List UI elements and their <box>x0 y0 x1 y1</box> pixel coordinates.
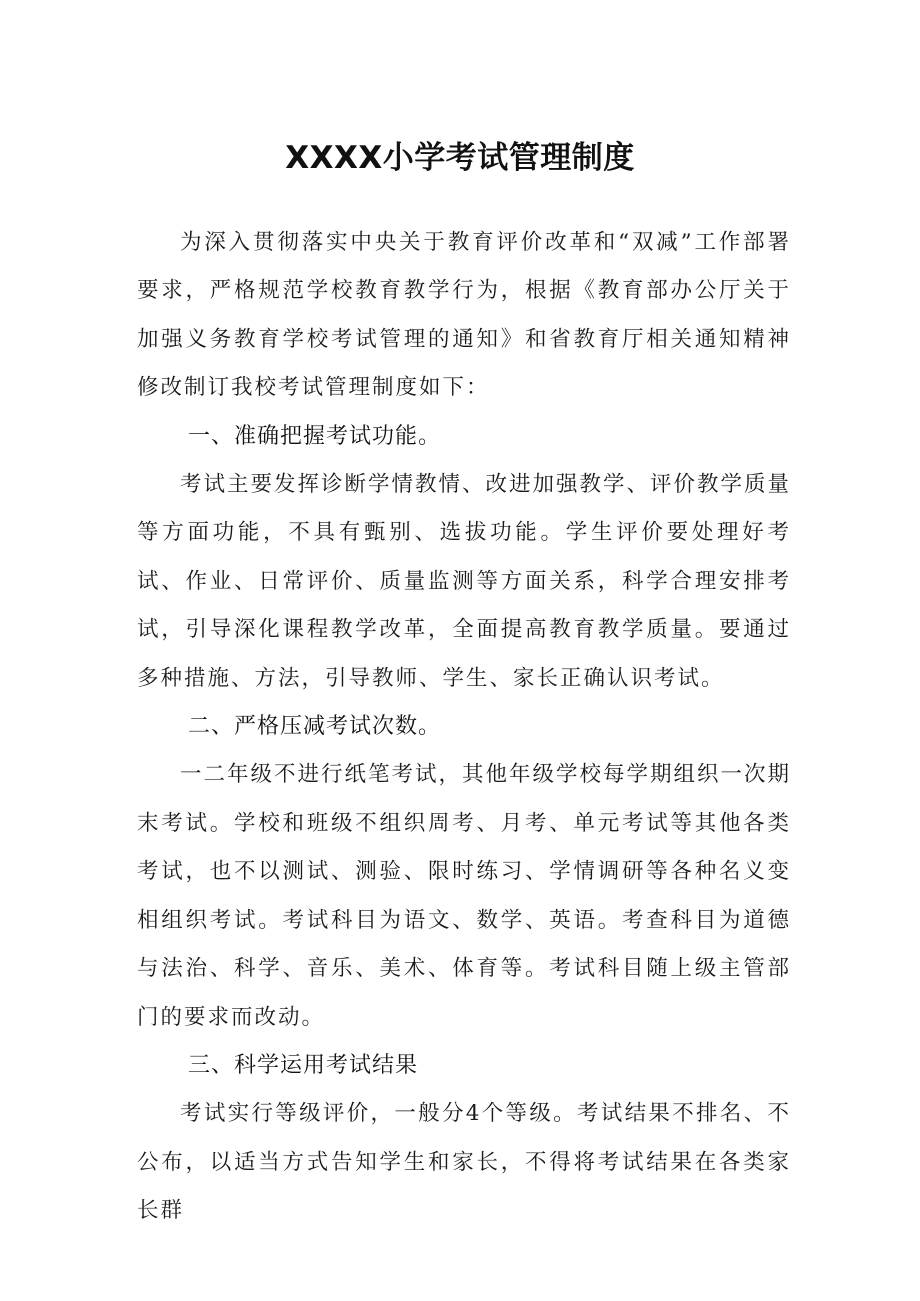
section-heading: 一、准确把握考试功能。 <box>188 423 442 449</box>
section-heading: 二、严格压减考试次数。 <box>188 714 442 740</box>
intro-paragraph: 为深入贯彻落实中央关于教育评价改革和“双减”工作部署要求，严格规范学校教育教学行为，根据《教育部办公厅关于加强义务教育学校考试管理的通知》和省教育厅相关通知精神修改制订我校考试管理制度如下： <box>137 230 791 401</box>
document-title: XXXX小学考试管理制度 <box>285 139 635 176</box>
section-1 <box>137 413 791 703</box>
section-paragraph: 一二年级不进行纸笔考试，其他年级学校每学期组织一次期末考试。学校和班级不组织周考、月考、单元考试等其他各类考试，也不以测试、测验、限时练习、学情调研等各种名义变相组织考试。考试科目为语文、数学、英语。考查科目为道德与法治、科学、音乐、美术、体育等。考试科目随上级主管部门的要求而改动。 <box>137 762 792 1030</box>
section-2 <box>137 703 791 1042</box>
section-heading: 三、科学运用考试结果 <box>188 1052 419 1078</box>
document-body <box>137 219 791 1236</box>
section-3 <box>137 1042 791 1236</box>
section-paragraph: 考试实行等级评价，一般分4个等级。考试结果不排名、不公布，以适当方式告知学生和家长，不得将考试结果在各类家长群 <box>137 1101 791 1224</box>
section-paragraph: 考试主要发挥诊断学情教情、改进加强教学、评价教学质量等方面功能，不具有甄别、选拔功能。学生评价要处理好考试、作业、日常评价、质量监测等方面关系，科学合理安排考试，引导深化课程教学改革，全面提高教育教学质量。要通过多种措施、方法，引导教师、学生、家长正确认识考试。 <box>137 472 792 691</box>
